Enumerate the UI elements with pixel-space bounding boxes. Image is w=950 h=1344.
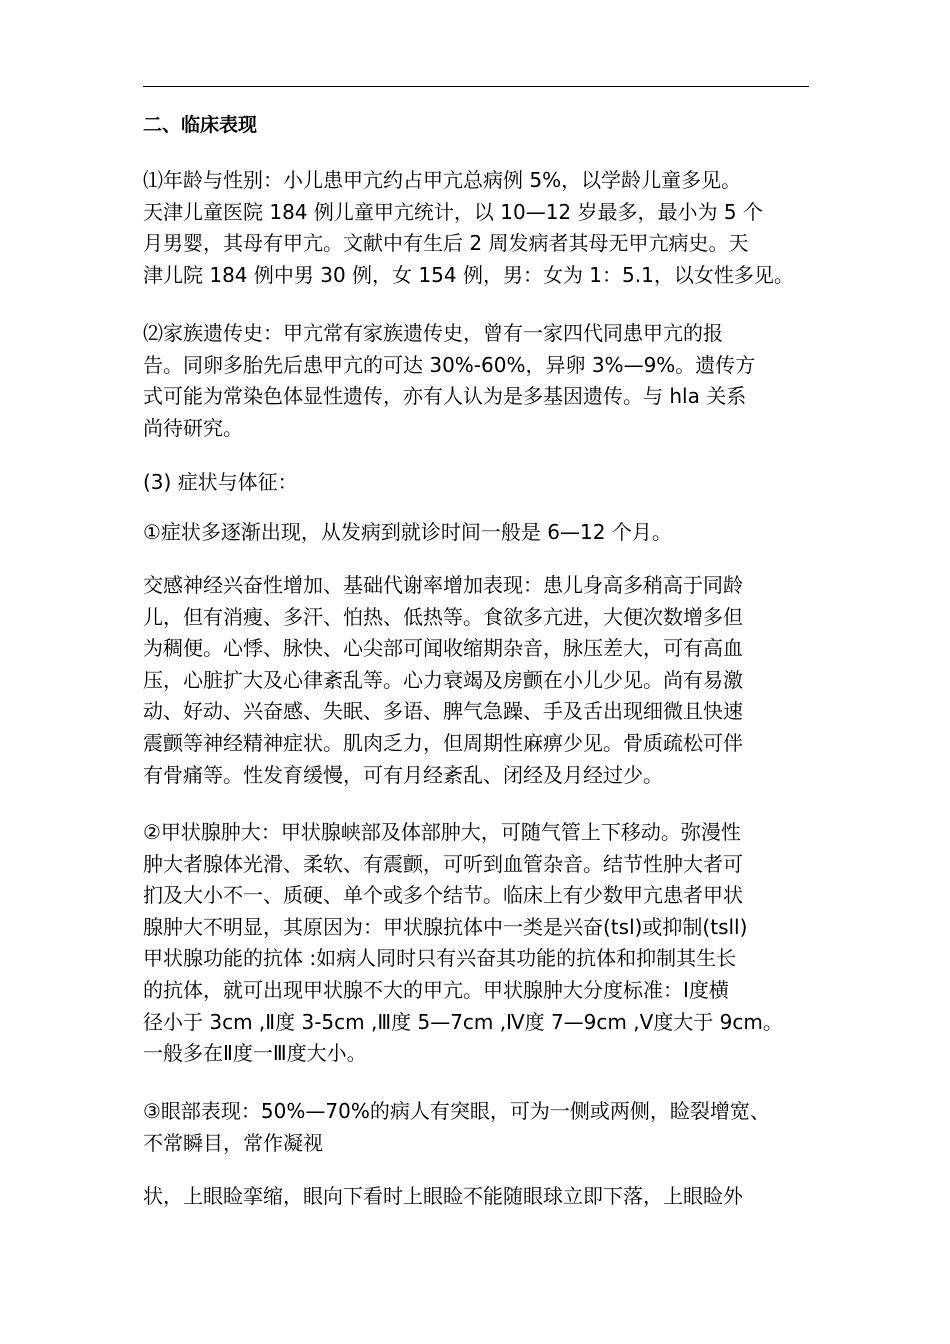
text-line: 天津儿童医院 184 例儿童甲亢统计，以 10—12 岁最多，最小为 5 个 <box>143 199 763 224</box>
text-line: 交感神经兴奋性增加、基础代谢率增加表现：患儿身高多稍高于同龄 <box>143 573 743 597</box>
paragraph-family-history <box>143 318 811 444</box>
text-line: 式可能为常染色体显性遗传，亦有人认为是多基因遗传。与 hla 关系 <box>143 384 747 409</box>
text-line: 一般多在Ⅱ度一Ⅲ度大小。 <box>143 1041 367 1066</box>
text-line: ③眼部表现：50%—70%的病人有突眼，可为一侧或两侧，睑裂增宽、 <box>143 1099 770 1123</box>
text-line: 为稠便。心悸、脉快、心尖部可闻收缩期杂音，脉压差大，可有高血 <box>143 636 743 661</box>
text-line: 肿大者腺体光滑、柔软、有震颤，可听到血管杂音。结节性肿大者可 <box>143 851 743 876</box>
text-line: 震颤等神经精神症状。肌肉乏力，但周期性麻痹少见。骨质疏松可伴 <box>143 730 743 755</box>
text-line: 有骨痛等。性发育缓慢，可有月经紊乱、闭经及月经过少。 <box>143 762 663 787</box>
section-heading: 二、临床表现 <box>143 114 258 136</box>
text-line: ⑵家族遗传史：甲亢常有家族遗传史，曾有一家四代同患甲亢的报 <box>143 321 723 345</box>
text-line: 尚待研究。 <box>143 415 243 440</box>
paragraph-goiter <box>143 817 811 1070</box>
text-line: 状，上眼睑挛缩，眼向下看时上眼睑不能随眼球立即下落，上眼睑外 <box>143 1184 743 1208</box>
text-line: 月男婴，其母有甲亢。文献中有生后 2 周发病者其母无甲亢病史。天 <box>143 231 749 256</box>
text-line: 径小于 3cm ,Ⅱ度 3-5cm ,Ⅲ度 5—7cm ,Ⅳ度 7—9cm ,Ⅴ度大于 9cm。 <box>143 1009 783 1034</box>
paragraph-sympathetic <box>143 570 811 791</box>
text-line: 的抗体，就可出现甲状腺不大的甲亢。甲状腺肿大分度标准：Ⅰ度横 <box>143 977 729 1002</box>
paragraph-symptom-onset <box>143 517 811 549</box>
text-line: 动、好动、兴奋感、失眠、多语、脾气急躁、手及舌出现细微且快速 <box>143 699 743 724</box>
paragraph-eye-signs <box>143 1096 811 1159</box>
header-rule <box>143 86 809 87</box>
paragraph-symptoms-heading <box>143 467 811 499</box>
text-line: 腺肿大不明显，其原因为：甲状腺抗体中一类是兴奋(tsl)或抑制(tsll) <box>143 914 748 939</box>
text-line: 甲状腺功能的抗体 :如病人同时只有兴奋其功能的抗体和抑制其生长 <box>143 946 737 971</box>
text-line: ②甲状腺肿大：甲状腺峡部及体部肿大，可随气管上下移动。弥漫性 <box>143 820 741 844</box>
text-line: (3) 症状与体征： <box>143 470 298 494</box>
text-line: 不常瞬目，常作凝视 <box>143 1130 323 1155</box>
text-line: 儿，但有消瘦、多汗、怕热、低热等。食欲多亢进，大便次数增多但 <box>143 604 743 629</box>
text-line: ⑴年龄与性别：小儿患甲亢约占甲亢总病例 5%，以学龄儿童多见。 <box>143 168 742 192</box>
text-line: 扪及大小不一、质硬、单个或多个结节。临床上有少数甲亢患者甲状 <box>143 883 743 908</box>
text-line: 津儿院 184 例中男 30 例，女 154 例，男：女为 1：5.1，以女性多见。 <box>143 262 794 287</box>
paragraph-age-sex <box>143 165 811 291</box>
text-line: ①症状多逐渐出现，从发病到就诊时间一般是 6—12 个月。 <box>143 520 672 544</box>
paragraph-eyelid <box>143 1181 811 1213</box>
text-line: 压，心脏扩大及心律紊乱等。心力衰竭及房颤在小儿少见。尚有易激 <box>143 667 743 692</box>
text-line: 告。同卵多胎先后患甲亢的可达 30%-60%，异卵 3%—9%。遗传方 <box>143 352 756 377</box>
